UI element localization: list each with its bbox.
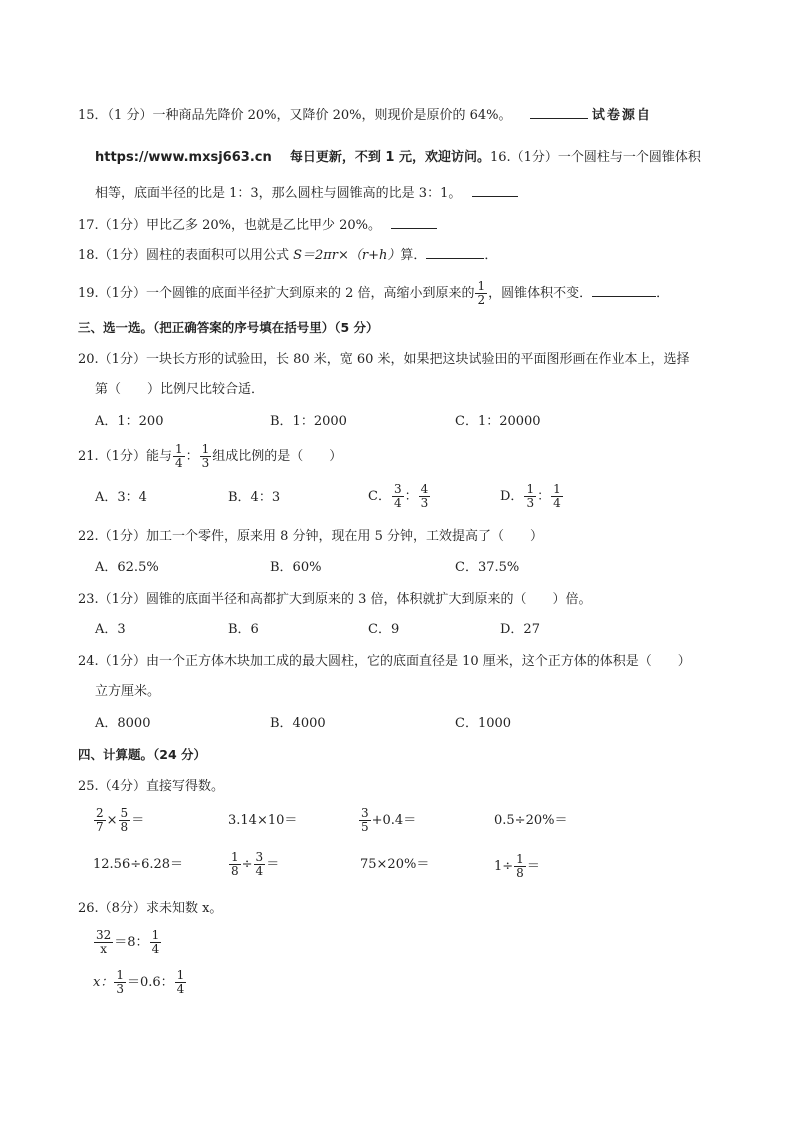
q18-text-a: 18.（1分）圆柱的表面积可以用公式 xyxy=(78,248,294,263)
fraction: $\frac{1}{2}$ xyxy=(477,279,486,307)
answer-blank[interactable] xyxy=(472,184,518,197)
option-label: D． xyxy=(500,489,524,504)
q19-text-b: ，圆锥体积不变． xyxy=(488,286,593,301)
fraction: $\frac{1}{4}$ xyxy=(553,482,561,510)
q18-text-b: 算． xyxy=(400,248,427,263)
q19-end: ． xyxy=(656,286,670,301)
colon: ： xyxy=(404,489,418,504)
option-label: C． xyxy=(368,489,391,504)
q25-r2c4 xyxy=(494,852,540,882)
q19-text-a: 19.（1分）一个圆锥的底面半径扩大到原来的 2 倍，高缩小到原来的 xyxy=(78,286,475,301)
q18-end: ． xyxy=(484,248,498,263)
fraction: $\frac{5}{8}$ xyxy=(120,806,129,834)
colon: ： xyxy=(185,449,199,464)
fraction: $\frac{32}{x}$ xyxy=(96,928,112,956)
source-label: 试卷源自 xyxy=(591,108,652,123)
q21-prefix: 21.（1分）能与 xyxy=(78,449,172,464)
q16-start: 16.（1分）一个圆柱与一个圆锥体积 xyxy=(489,150,701,165)
q26-title: 26.（8分）求未知数 x。 xyxy=(78,901,223,916)
q20-line2: 第（ ）比例尺比较合适． xyxy=(95,382,265,397)
fraction: $\frac{1}{3}$ xyxy=(116,968,124,996)
fraction: $\frac{3}{4}$ xyxy=(255,850,264,878)
q17-text: 17.（1分）甲比乙多 20%，也就是乙比甲少 20%。 xyxy=(78,218,381,233)
q25-r1c2: 3.14×10＝ xyxy=(228,813,298,828)
fraction: $\frac{2}{7}$ xyxy=(96,806,104,834)
operator: ÷ xyxy=(241,857,253,872)
fraction: $\frac{1}{4}$ xyxy=(174,442,183,470)
q25-r1c3 xyxy=(358,806,416,836)
promo-text: 每日更新，不到 1 元，欢迎访问。 xyxy=(289,150,490,165)
q24-option-b[interactable]: B．4000 xyxy=(270,716,326,731)
section-3-title: 三、选一选。（把正确答案的序号填在括号里）（5 分） xyxy=(78,320,379,335)
q25-r2c3: 75×20%＝ xyxy=(360,857,430,872)
question-19 xyxy=(78,280,669,307)
question-16-line2 xyxy=(95,184,518,204)
operator: × xyxy=(106,813,118,828)
fraction: $\frac{1}{8}$ xyxy=(516,852,524,880)
question-17 xyxy=(78,216,437,236)
q23-option-b[interactable]: B．6 xyxy=(228,622,259,637)
fraction: $\frac{1}{4}$ xyxy=(176,968,185,996)
q26-eq2 xyxy=(93,968,187,998)
fraction: $\frac{3}{5}$ xyxy=(361,806,369,834)
q16-cont: 相等，底面半径的比是 1：3，那么圆柱与圆锥高的比是 3：1。 xyxy=(95,186,462,201)
q21-option-a[interactable]: A．3：4 xyxy=(95,490,147,505)
q20-option-b[interactable]: B．1：2000 xyxy=(270,414,347,429)
fraction: $\frac{1}{3}$ xyxy=(526,482,535,510)
q21-suffix: 组成比例的是（ ） xyxy=(212,449,343,464)
question-18 xyxy=(78,246,497,266)
equation-pre: x： xyxy=(93,975,114,990)
equation-mid: ＝8： xyxy=(114,935,149,950)
equals: ＝ xyxy=(131,813,145,828)
expression-rest: +0.4＝ xyxy=(371,813,417,828)
q23-text: 23.（1分）圆锥的底面半径和高都扩大到原来的 3 倍，体积就扩大到原来的（ ）倍。 xyxy=(78,592,592,607)
question-21 xyxy=(78,442,342,472)
colon: ： xyxy=(537,489,551,504)
answer-blank[interactable] xyxy=(391,216,437,229)
section-4-title: 四、计算题。（24 分） xyxy=(78,747,206,762)
q24-line2: 立方厘米。 xyxy=(95,684,161,699)
equation-mid: ＝0.6： xyxy=(126,975,174,990)
equals: ＝ xyxy=(266,857,280,872)
fraction: $\frac{1}{4}$ xyxy=(151,928,160,956)
fraction: $\frac{4}{3}$ xyxy=(420,482,429,510)
fraction: $\frac{3}{4}$ xyxy=(393,482,402,510)
q20-line1: 20.（1分）一块长方形的试验田，长 80 米，宽 60 米，如果把这块试验田的平面图形画在作业本上，选择 xyxy=(78,352,690,367)
q18-formula: S＝2πr×（r+h） xyxy=(293,248,401,263)
q22-option-c[interactable]: C．37.5% xyxy=(455,560,520,575)
q24-option-a[interactable]: A．8000 xyxy=(95,716,151,731)
q21-option-c[interactable] xyxy=(368,482,431,512)
q23-option-c[interactable]: C．9 xyxy=(368,622,400,637)
fraction: $\frac{1}{3}$ xyxy=(201,442,210,470)
question-15 xyxy=(78,106,652,126)
source-url[interactable]: https://www.mxsj663.cn xyxy=(95,150,272,165)
q22-text: 22.（1分）加工一个零件，原来用 8 分钟，现在用 5 分钟，工效提高了（ ） xyxy=(78,529,544,544)
answer-blank[interactable] xyxy=(592,284,656,297)
answer-blank[interactable] xyxy=(530,106,588,119)
q23-option-a[interactable]: A．3 xyxy=(95,622,126,637)
q25-r2c2 xyxy=(228,850,279,880)
q24-option-c[interactable]: C．1000 xyxy=(455,716,512,731)
q24-line1: 24.（1分）由一个正方体木块加工成的最大圆柱，它的底面直径是 10 厘米，这个正方体的体积是（ ） xyxy=(78,654,691,669)
q25-r2c1: 12.56÷6.28＝ xyxy=(93,857,184,872)
equals: ＝ xyxy=(526,859,540,874)
q23-option-d[interactable]: D．27 xyxy=(500,622,540,637)
q20-option-a[interactable]: A．1：200 xyxy=(95,414,164,429)
q21-option-b[interactable]: B．4：3 xyxy=(228,490,281,505)
q22-option-a[interactable]: A．62.5% xyxy=(95,560,159,575)
q20-option-c[interactable]: C．1：20000 xyxy=(455,414,541,429)
expression-pre: 1÷ xyxy=(494,859,514,874)
q25-title: 25.（4分）直接写得数。 xyxy=(78,779,224,794)
question-16-line1 xyxy=(95,148,701,168)
q26-eq1 xyxy=(93,928,162,958)
fraction: $\frac{1}{8}$ xyxy=(231,850,239,878)
q21-option-d[interactable] xyxy=(500,482,564,512)
q15-text: 15．（1 分）一种商品先降价 20%，又降价 20%，则现价是原价的 64%。 xyxy=(78,108,512,123)
q22-option-b[interactable]: B．60% xyxy=(270,560,322,575)
q25-r1c4: 0.5÷20%＝ xyxy=(494,813,568,828)
answer-blank[interactable] xyxy=(426,246,484,259)
q25-r1c1 xyxy=(93,806,144,836)
